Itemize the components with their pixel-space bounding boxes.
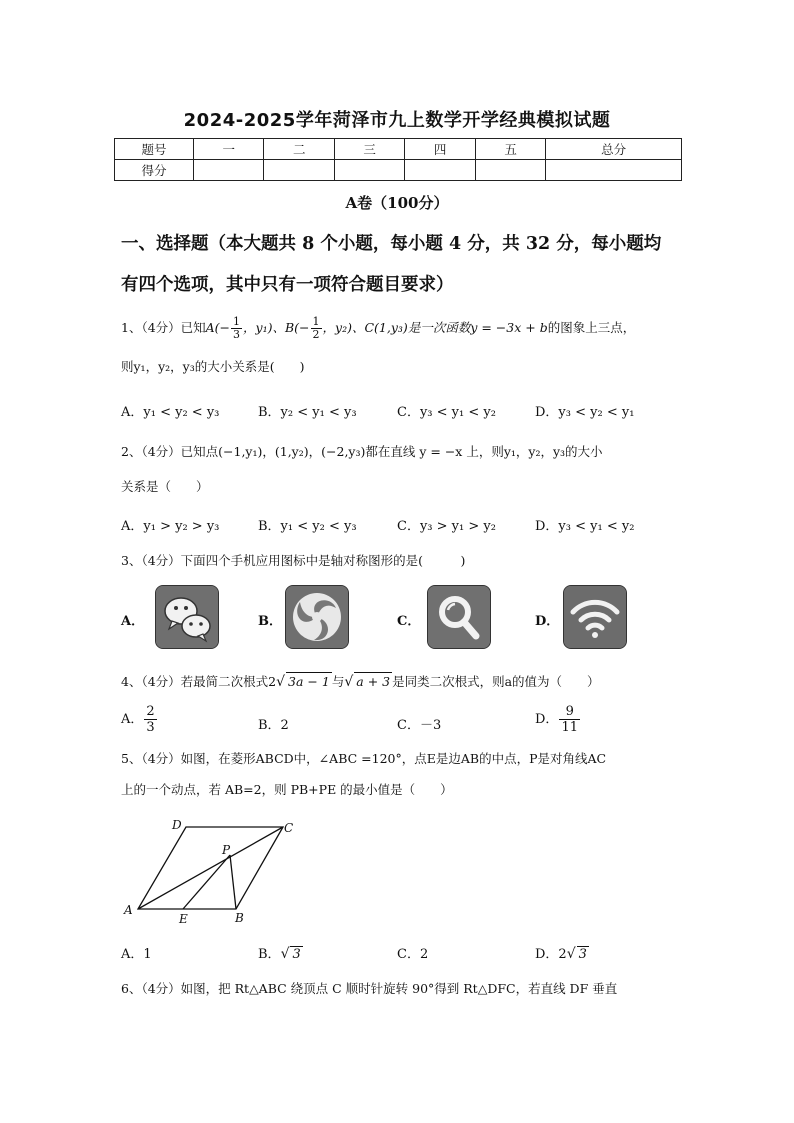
- q5-line1: 5、（4分）如图，在菱形ABCD中，∠ABC =120°，点E是边AB的中点，P是对角线AC: [121, 751, 607, 766]
- rhombus-figure: [118, 815, 308, 927]
- score-cell[interactable]: [194, 160, 264, 181]
- vertex-label: A: [124, 903, 133, 917]
- fraction: $\frac{1}{2}$: [312, 315, 320, 341]
- score-cell[interactable]: [546, 160, 682, 181]
- score-cell[interactable]: [334, 160, 404, 181]
- q2-option-c[interactable]: C．y₃ > y₁ > y₂: [397, 519, 496, 534]
- sqrt-sign: √: [276, 674, 286, 690]
- score-cell[interactable]: [475, 160, 545, 181]
- section-a-title: A卷（100分）: [345, 194, 449, 212]
- score-header-cell: 五: [475, 139, 545, 160]
- vertex-label: E: [179, 912, 188, 926]
- score-header-cell: 三: [334, 139, 404, 160]
- score-cell[interactable]: [264, 160, 334, 181]
- q1-option-d[interactable]: D．y₃ < y₂ < y₁: [535, 405, 635, 420]
- q2-option-d[interactable]: D．y₃ < y₁ < y₂: [535, 519, 635, 534]
- fraction: $\frac{2}{3}$: [146, 704, 155, 735]
- q3-line1: 3、（4分）下面四个手机应用图标中是轴对称图形的是( ): [121, 553, 466, 568]
- fraction: $\frac{9}{11}$: [561, 704, 578, 735]
- q1-option-b[interactable]: B．y₂ < y₁ < y₃: [258, 405, 357, 420]
- score-header-cell: 二: [264, 139, 334, 160]
- q1-option-a[interactable]: A．y₁ < y₂ < y₃: [121, 405, 220, 420]
- score-header-cell: 四: [405, 139, 475, 160]
- q2-line2: 关系是（ ）: [121, 479, 209, 494]
- q3-option-a-label[interactable]: A．: [121, 614, 145, 629]
- exam-title: 2024-2025学年菏泽市九上数学开学经典模拟试题: [183, 110, 611, 131]
- sqrt-sign: √: [344, 674, 354, 690]
- q4-line1: 4、（4分）若最简二次根式2√ 3a − 1 与√ a + 3 是同类二次根式，则a的值为（ ）: [121, 674, 600, 690]
- score-header-cell: 题号: [115, 139, 194, 160]
- q1-line2: 则y₁，y₂，y₃的大小关系是( ): [121, 359, 305, 374]
- score-cell[interactable]: [405, 160, 475, 181]
- q5-line2: 上的一个动点，若 AB=2，则 PB+PE 的最小值是（ ）: [121, 782, 453, 797]
- q4-option-d[interactable]: D． $\frac{9}{11}$: [535, 704, 578, 735]
- q2-option-b[interactable]: B．y₁ < y₂ < y₃: [258, 519, 357, 534]
- q6-line1: 6、（4分）如图，把 Rt△ABC 绕顶点 C 顺时针旋转 90°得到 Rt△DFC，若直线 DF 垂直: [121, 981, 618, 996]
- q2-option-a[interactable]: A．y₁ > y₂ > y₃: [121, 519, 220, 534]
- score-header-cell: 一: [194, 139, 264, 160]
- q4-option-a[interactable]: A． $\frac{2}{3}$: [121, 704, 155, 735]
- q5-option-a[interactable]: A．1: [121, 947, 152, 962]
- q4-option-b[interactable]: B．2: [258, 718, 289, 733]
- vertex-label: C: [284, 821, 294, 835]
- q3-option-c-label[interactable]: C．: [397, 614, 421, 629]
- score-table-score-row: [115, 160, 682, 181]
- q5-option-d[interactable]: D．2√ 3: [535, 946, 587, 962]
- q5-option-c[interactable]: C．2: [397, 947, 429, 962]
- q3-option-d-label[interactable]: D．: [535, 614, 560, 629]
- q1-option-c[interactable]: C．y₃ < y₁ < y₂: [397, 405, 496, 420]
- q2-line1: 2、（4分）已知点(−1,y₁)，(1,y₂)，(−2,y₃)都在直线 y = −x 上，则y₁，y₂，y₃的大小: [121, 444, 603, 459]
- score-header-cell: 总分: [546, 139, 682, 160]
- part1-heading-line1: 一、选择题（本大题共 8 个小题，每小题 4 分，共 32 分，每小题均: [121, 234, 662, 254]
- score-table: [114, 138, 682, 181]
- vertex-label: B: [235, 911, 244, 925]
- vertex-label: P: [222, 843, 231, 857]
- q1-line1: 1、（4分）已知A(− $\frac{1}{3}$ ，y₁)、B(− $\frac{1}{2}$ ，y₂)、C(1,y₃)是一次函数y = −3x + b的图象上三点，: [121, 315, 636, 341]
- q4-option-c[interactable]: C．－3: [397, 718, 442, 733]
- score-row-label: 得分: [115, 160, 194, 181]
- chat-bubbles-icon[interactable]: [155, 585, 219, 649]
- wifi-icon[interactable]: [563, 585, 627, 649]
- magnifier-icon[interactable]: [427, 585, 491, 649]
- fraction: $\frac{1}{3}$: [233, 315, 241, 341]
- q3-option-b-label[interactable]: B．: [258, 614, 282, 629]
- q5-option-b[interactable]: B．√ 3: [258, 946, 301, 962]
- part1-heading-line2: 有四个选项，其中只有一项符合题目要求）: [121, 275, 454, 295]
- vertex-label: D: [172, 818, 182, 832]
- score-table-header-row: [115, 139, 682, 160]
- swirl-logo-icon[interactable]: [285, 585, 349, 649]
